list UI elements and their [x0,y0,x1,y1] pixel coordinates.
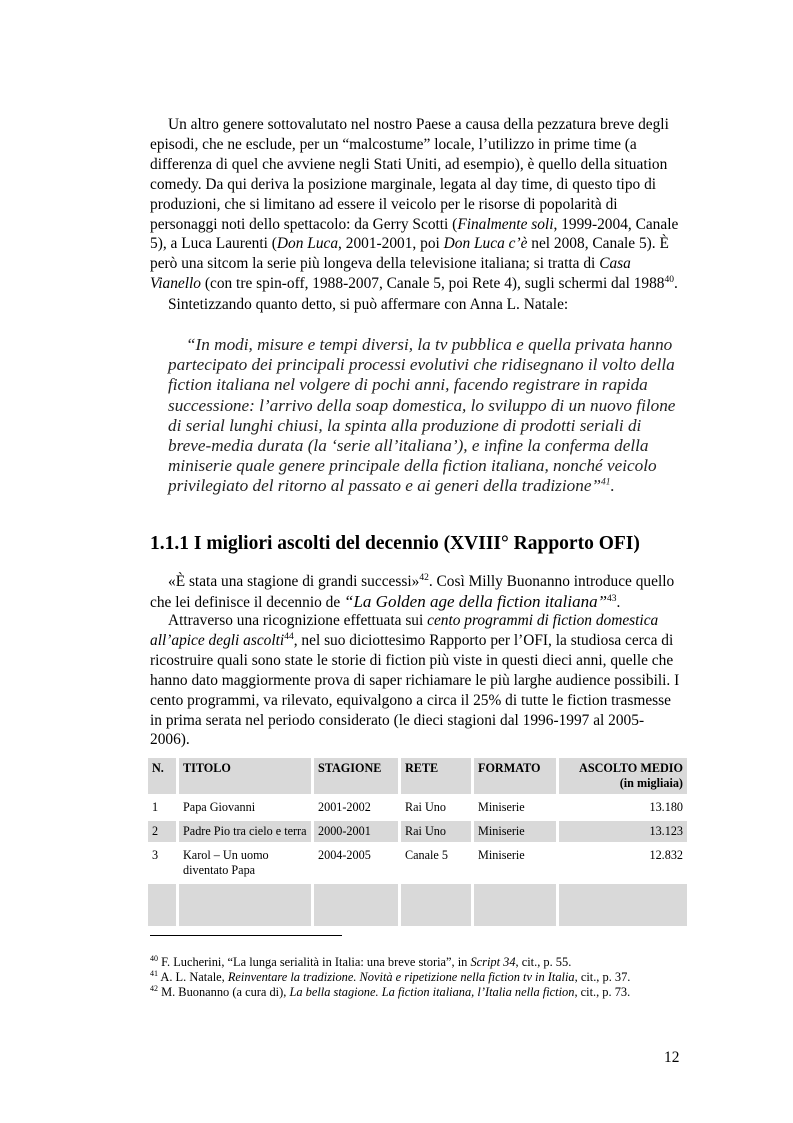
col-header-formato: FORMATO [474,758,556,794]
table-row-empty [148,884,687,926]
col-header-ascolto: ASCOLTO MEDIO (in migliaia) [559,758,687,794]
page-number: 12 [664,1049,680,1066]
footnote-ref-42: 42 [419,572,429,583]
col-header-rete: RETE [401,758,471,794]
footnote-42: $^{42}$ M. Buonanno (a cura di), La bella stagione. La fiction italiana, l’Italia nella fiction, cit., p. 73. [150,983,631,999]
col-header-n: N. [148,758,176,794]
block-quote: “In modi, misure e tempi diversi, la tv pubblica e quella privata hanno partecipato dei principali processi evolutivi che ridisegnano il volto della fiction italiana nel volgere di pochi anni, facendo registrare in rapida successione: l’arrivo della soap domestica, lo sviluppo di un nuovo filone di serial lunghi chiusi, la spinta alla produzione di prodotti seriali di breve-media durata (la ‘serie all’italiana’), e infine la conferma della miniserie quale genere principale della fiction italiana, nonché veicolo privilegiato del ritorno al passato e ai generi della tradizione”$^{41}$. [168,335,676,496]
paragraph-ofi-report: Attraverso una ricognizione effettuata sui cento programmi di fiction domestica all’apice degli ascolti$^{44}$, nel suo diciottesimo Rapporto per l’OFI, la studiosa cerca di ricostruire quali sono state le storie di fiction più viste in questi dieci anni, quelle che hanno dato maggiormente prova di saper richiamare le più larghe audience possibili. I cento programmi, va rilevato, equivalgono a circa il 25% di tutte le fiction trasmesse in prima serata nel periodo considerato (le dieci stagioni dal 1996-1997 al 2005-2006). [150,612,680,749]
table-row: 1 Papa Giovanni 2001-2002 Rai Uno Miniserie 13.180 [152,800,683,814]
section-heading: 1.1.1 I migliori ascolti del decennio (XVIII° Rapporto OFI) [150,533,640,554]
footnote-ref-44: 44 [284,631,294,642]
footnote-separator [150,935,342,936]
table-row: 2 Padre Pio tra cielo e terra 2000-2001 Rai Uno Miniserie 13.123 [148,821,687,842]
footnote-40: $^{40}$ F. Lucherini, “La lunga serialità in Italia: una breve storia”, in Script 34, cit., p. 55. [150,953,572,969]
paragraph-golden-age: «È stata una stagione di grandi successi»$^{42}$. Così Milly Buonanno introduce quello che lei definisce il decennio de “La Golden age della fiction italiana”$^{43}$. [150,572,675,611]
paragraph-intro-quote: Sintetizzando quanto detto, si può affermare con Anna L. Natale: [168,296,569,313]
col-header-stagione: STAGIONE [314,758,398,794]
footnote-ref-40: 40 [664,275,674,286]
footnote-ref-43: 43 [607,593,617,604]
table-row: 3 Karol – Un uomo diventato Papa 2004-2005 Canale 5 Miniserie 12.832 [152,848,683,877]
footnote-41: $^{41}$ A. L. Natale, Reinventare la tradizione. Novità e ripetizione nella fiction tv in Italia, cit., p. 37. [150,968,631,984]
paragraph-sitcom: Un altro genere sottovalutato nel nostro Paese a causa della pezzatura breve degli episodi, che ne esclude, per un “malcostume” locale, l’utilizzo in prime time (a differenza di quel che avviene negli Stati Uniti, ad esempio), è quello della situation comedy. Da qui deriva la posizione marginale, legata al day time, di questo tipo di produzioni, che si limitano ad essere il veicolo per le risorse di popolarità di personaggi noti dello spettacolo: da Gerry Scotti (Finalmente soli, 1999-2004, Canale 5), a Luca Laurenti (Don Luca, 2001-2001, poi Don Luca c’è nel 2008, Canale 5). È però una sitcom la serie più longeva della televisione italiana; si tratta di Casa Vianello (con tre spin-off, 1988-2007, Canale 5, poi Rete 4), sugli schermi dal 1988$^{40}$. [150,116,679,293]
footnote-ref-41: 41 [601,477,611,488]
table-header-row [148,758,687,794]
ratings-table [145,755,690,929]
col-header-titolo: TITOLO [179,758,311,794]
